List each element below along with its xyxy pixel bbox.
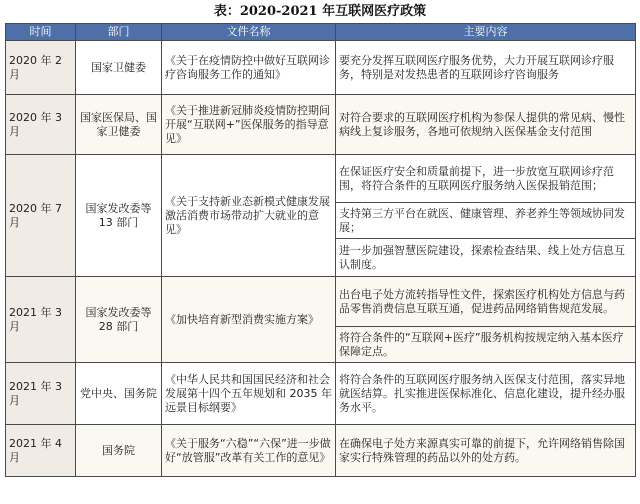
cell-content: 对符合要求的互联网医疗机构为参保人提供的常见病、慢性病线上复诊服务，各地可依规纳入医保基金支付范围 [336,95,636,155]
table-row [6,425,636,477]
cell-time: 2021 年 3 月 [6,363,76,425]
cell-doc: 《关于在疫情防控中做好互联网诊疗咨询服务工作的通知》 [162,41,336,95]
cell-content: 在保证医疗安全和质量前提下，进一步放宽互联网诊疗范围，将符合条件的互联网医疗服务纳入医保报销范围； [336,155,636,203]
cell-doc: 《加快培育新型消费实施方案》 [162,277,336,363]
cell-dept: 国家医保局、国家卫健委 [76,95,162,155]
cell-content: 在确保电子处方来源真实可靠的前提下，允许网络销售除国家实行特殊管理的药品以外的处方药。 [336,425,636,477]
cell-time: 2021 年 3 月 [6,277,76,363]
cell-content: 进一步加强智慧医院建设，探索检查结果、线上处方信息互认制度。 [336,239,636,277]
table-row [6,95,636,155]
cell-doc: 《关于支持新业态新模式健康发展激活消费市场带动扩大就业的意见》 [162,155,336,277]
cell-dept: 国家卫健委 [76,41,162,95]
cell-time: 2020 年 7 月 [6,155,76,277]
table-row [6,41,636,95]
table-title: 表：2020-2021 年互联网医疗政策 [213,4,427,19]
cell-content: 出台电子处方流转指导性文件，探索医疗机构处方信息与药品零售消费信息互联互通，促进药品网络销售规范发展。 [336,277,636,327]
policy-table [5,23,636,477]
table-row [6,363,636,425]
cell-dept: 国务院 [76,425,162,477]
header-content: 主要内容 [336,24,636,41]
cell-content: 将符合条件的互联网医疗服务纳入医保支付范围，落实异地就医结算。扎实推进医保标准化、信息化建设，提升经办服务水平。 [336,363,636,425]
header-doc: 文件名称 [162,24,336,41]
cell-time: 2020 年 3 月 [6,95,76,155]
header-dept: 部门 [76,24,162,41]
cell-dept: 党中央、国务院 [76,363,162,425]
cell-doc: 《关于服务“六稳”“六保”进一步做好“放管服”改革有关工作的意见》 [162,425,336,477]
cell-content: 将符合条件的“互联网+医疗”服务机构按规定纳入基本医疗保障定点。 [336,327,636,363]
cell-dept: 国家发改委等 13 部门 [76,155,162,277]
cell-content: 要充分发挥互联网医疗服务优势，大力开展互联网诊疗服务，特别是对发热患者的互联网诊疗咨询服务 [336,41,636,95]
cell-time: 2021 年 4 月 [6,425,76,477]
cell-doc: 《关于推进新冠肺炎疫情防控期间开展“互联网+”医保服务的指导意见》 [162,95,336,155]
header-time: 时间 [6,24,76,41]
table-row [6,155,636,203]
cell-dept: 国家发改委等 28 部门 [76,277,162,363]
cell-time: 2020 年 2 月 [6,41,76,95]
cell-content: 支持第三方平台在就医、健康管理、养老养生等领域协同发展； [336,203,636,239]
header-row [6,24,636,41]
cell-doc: 《中华人民共和国国民经济和社会发展第十四个五年规划和 2035 年远景目标纲要》 [162,363,336,425]
table-row [6,277,636,327]
